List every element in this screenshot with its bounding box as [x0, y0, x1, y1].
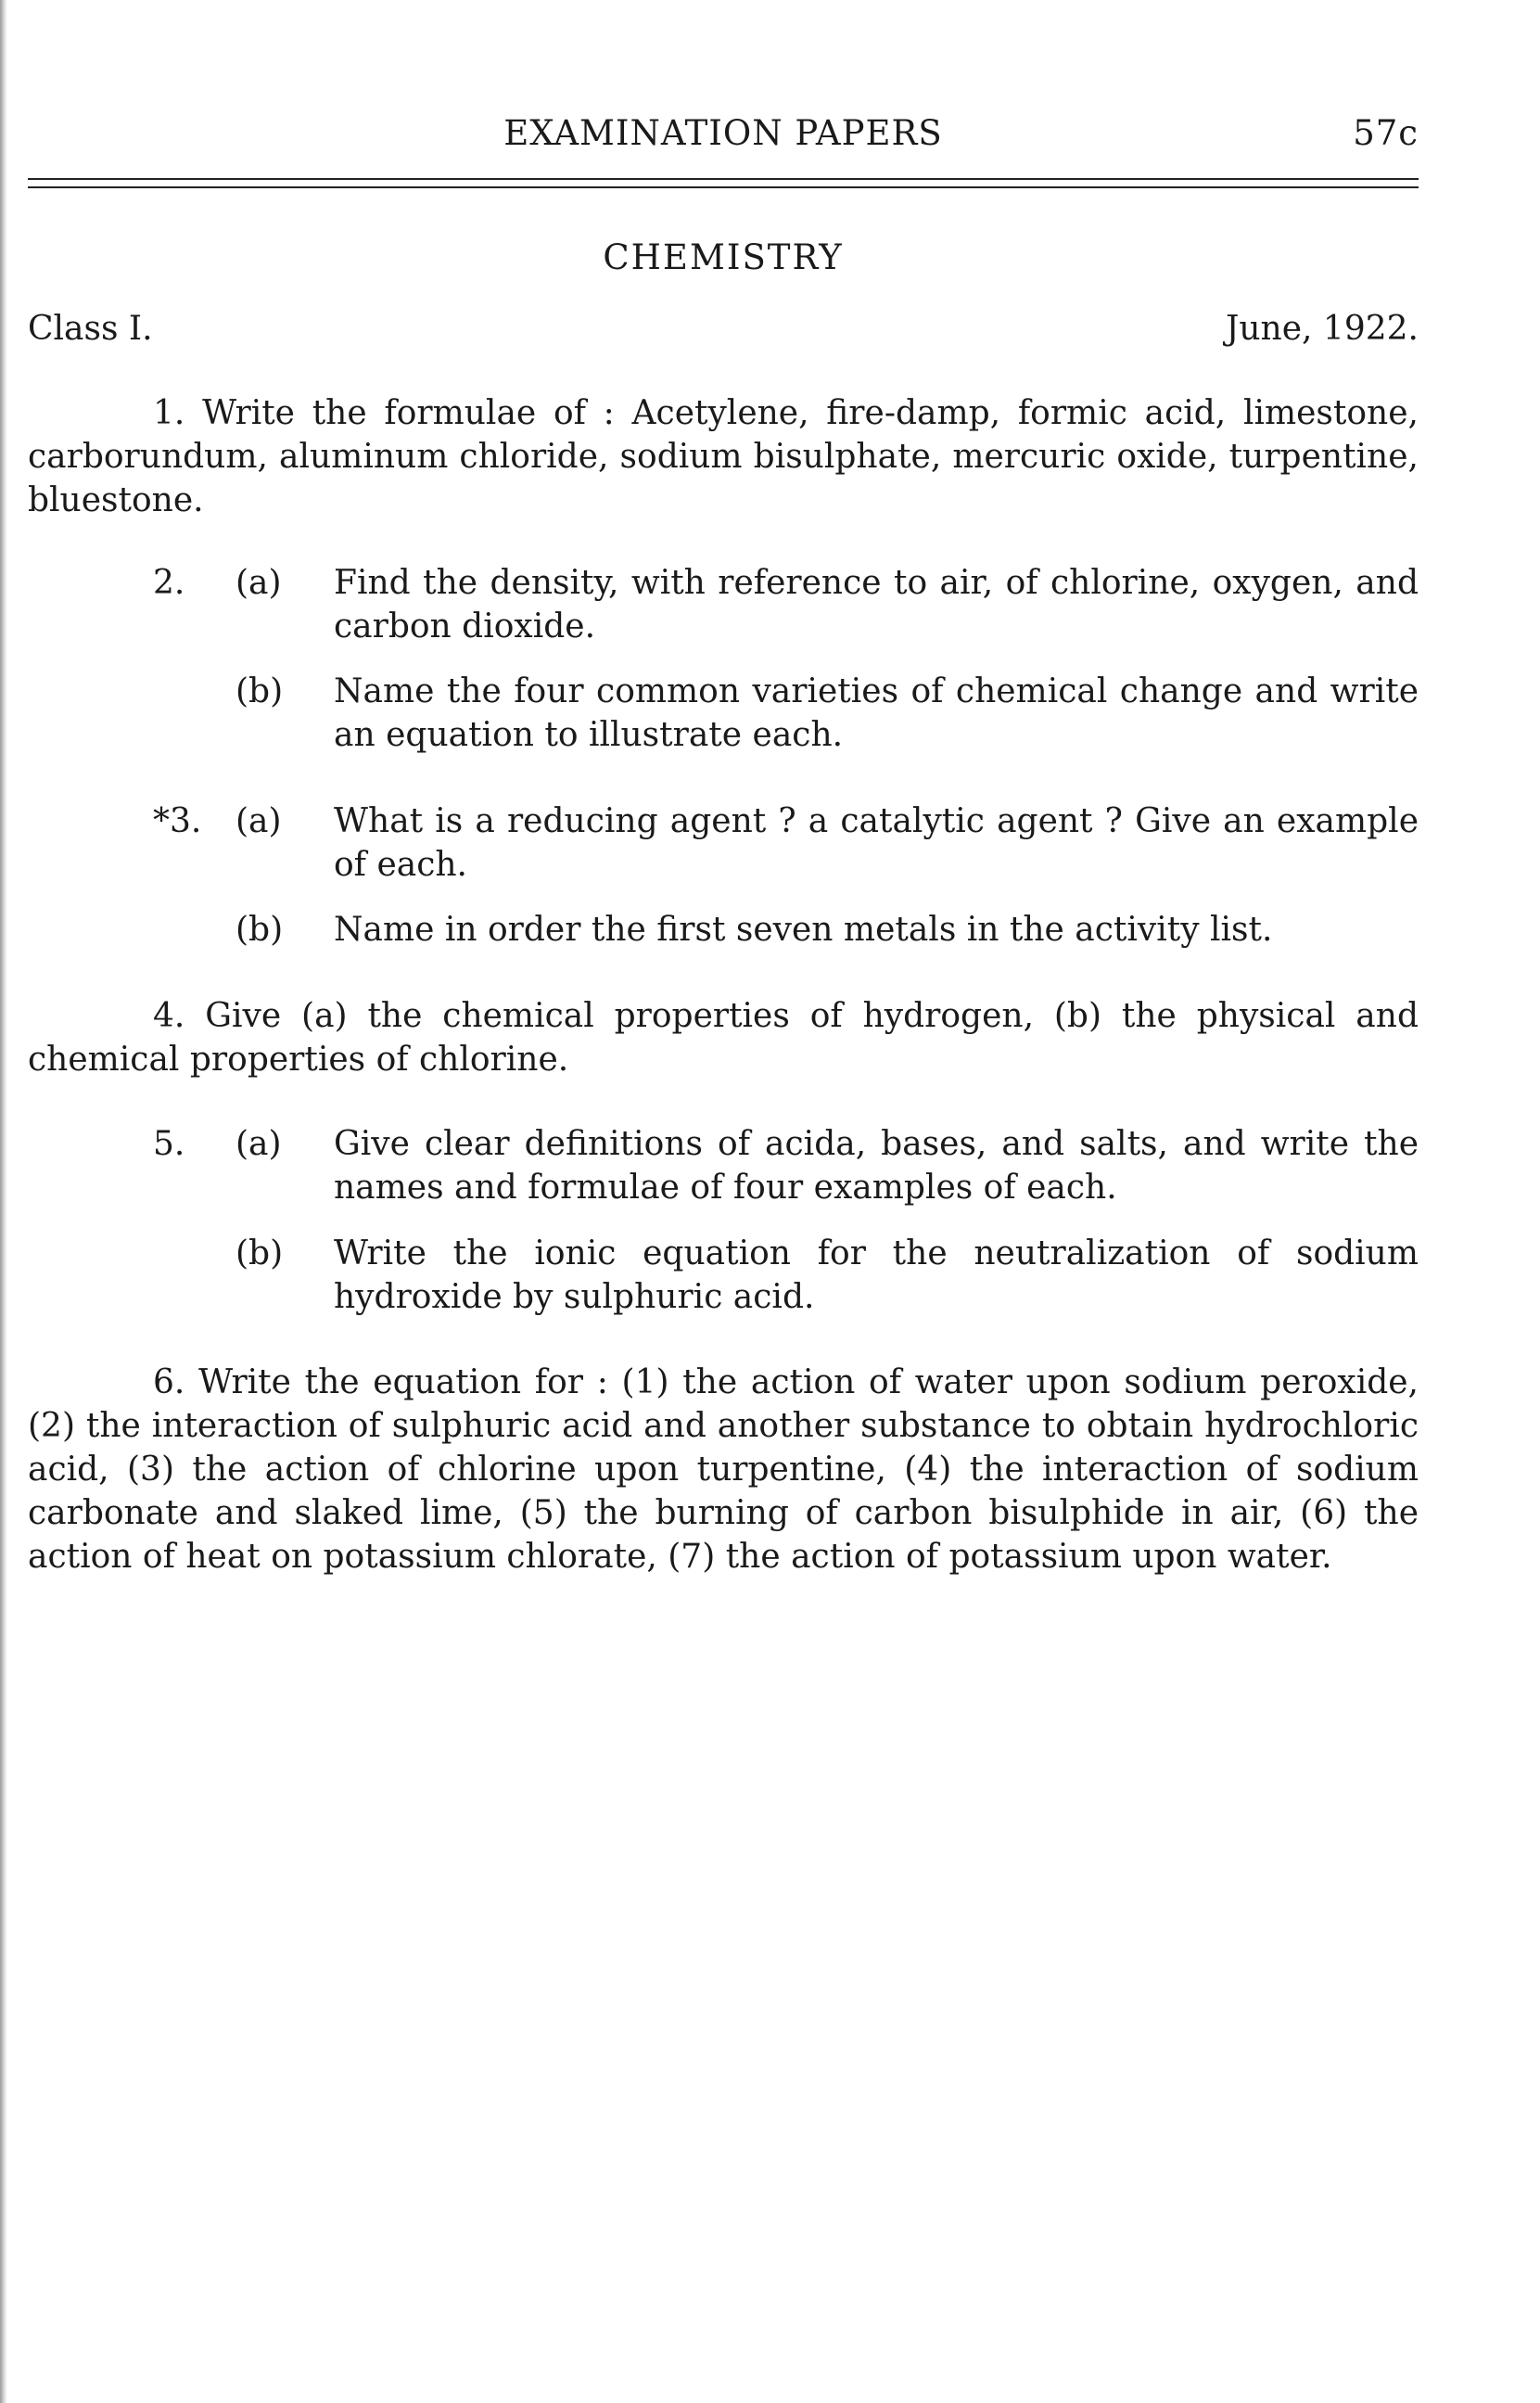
- question-6: [28, 1361, 1419, 1579]
- part-text: Name the four common varieties of chemical change and write an equation to illustrate each.: [334, 672, 1419, 754]
- part-label: (a): [235, 1125, 282, 1163]
- question-number: 1.: [153, 394, 185, 432]
- part-label: (a): [235, 564, 282, 602]
- subject-title: CHEMISTRY: [603, 237, 844, 277]
- part-label: (b): [235, 911, 284, 949]
- page-number: 57c: [1353, 113, 1419, 153]
- header-rule-line: [28, 178, 1419, 180]
- part-text: Write the ionic equation for the neutralization of sodium hydroxide by sulphuric acid.: [334, 1234, 1419, 1316]
- exam-date: June, 1922.: [1225, 310, 1419, 348]
- question-4: [28, 994, 1419, 1081]
- question-number: 2.: [153, 564, 185, 602]
- running-title: EXAMINATION PAPERS: [503, 113, 943, 153]
- class-label: Class I.: [28, 310, 153, 348]
- header-rule-line: [28, 186, 1419, 188]
- question-5b: [28, 1232, 1419, 1319]
- question-2a: [28, 561, 1419, 648]
- part-label: (b): [235, 1234, 284, 1272]
- part-text: What is a reducing agent ? a catalytic agent ? Give an example of each.: [334, 802, 1419, 884]
- question-number: 4.: [153, 997, 185, 1035]
- running-head: [28, 113, 1419, 160]
- part-text: Find the density, with reference to air, of chlorine, oxygen, and carbon dioxide.: [334, 564, 1419, 645]
- part-text: Name in order the first seven metals in the activity list.: [334, 911, 1273, 949]
- question-number: *3.: [153, 802, 202, 840]
- question-number: 5.: [153, 1125, 185, 1163]
- question-text: Write the formulae of : Acetylene, fire-damp, formic acid, limestone, carborundum, aluminum chloride, sodium bisulphate, mercuric oxide, turpentine, bluestone.: [28, 394, 1419, 519]
- question-text: Write the equation for : (1) the action of water upon sodium peroxide, (2) the interaction of sulphuric acid and another substance to obtain hydrochloric acid, (3) the action of chlorine upon turpentine, (4) the interaction of sodium carbonate and slaked lime, (5) the burning of carbon bisulphide in air, (6) the action of heat on potassium chlorate, (7) the action of potassium upon water.: [28, 1363, 1419, 1576]
- question-2b: [28, 670, 1419, 757]
- question-number: 6.: [153, 1363, 185, 1401]
- question-3b: [28, 908, 1419, 952]
- question-1: [28, 391, 1419, 522]
- question-3a: [28, 799, 1419, 887]
- question-5a: [28, 1122, 1419, 1209]
- question-text: Give (a) the chemical properties of hydrogen, (b) the physical and chemical properties of chlorine.: [28, 997, 1419, 1079]
- header-rule: [28, 178, 1419, 191]
- part-label: (b): [235, 672, 284, 710]
- part-label: (a): [235, 802, 282, 840]
- part-text: Give clear definitions of acida, bases, and salts, and write the names and formulae of four examples of each.: [334, 1125, 1419, 1207]
